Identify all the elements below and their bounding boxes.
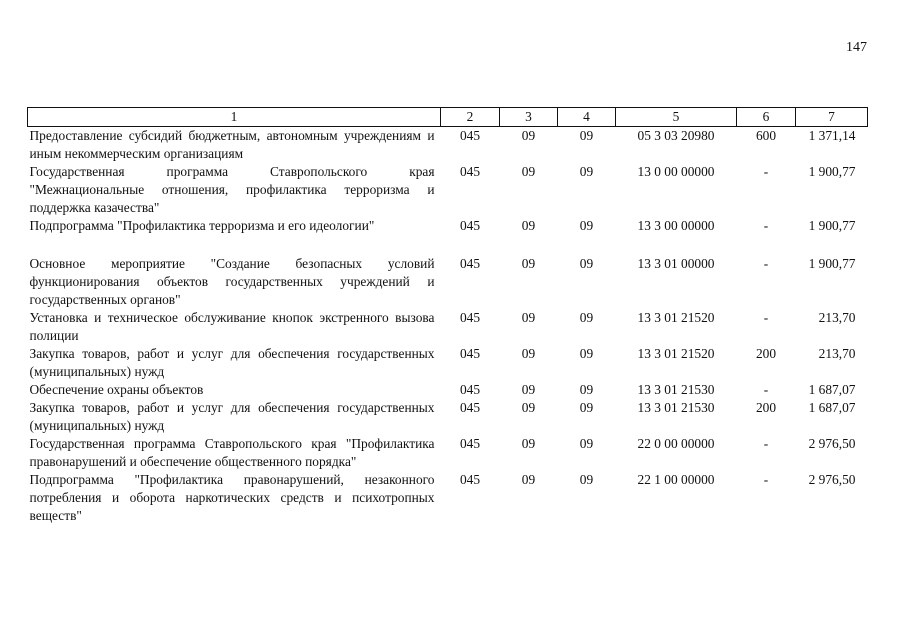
row-target-article-code: 13 3 00 00000	[637, 218, 715, 233]
row-grbs-code: 045	[459, 472, 481, 487]
row-description: Установка и техническое обслуживание кнопок экстренного вызова полиции	[29, 310, 435, 343]
row-section-code: 09	[521, 164, 536, 179]
row-subsection-code: 09	[579, 164, 594, 179]
row-grbs-code: 045	[459, 382, 481, 397]
row-amount: 1 687,07	[808, 382, 856, 397]
row-section-code: 09	[521, 472, 536, 487]
row-section-code: 09	[521, 346, 536, 361]
row-subsection-code: 09	[579, 128, 594, 143]
row-expense-type-code: -	[763, 472, 769, 487]
table-row	[28, 471, 868, 525]
row-section-code: 09	[521, 256, 536, 271]
column-header-7: 7	[796, 108, 868, 127]
row-description: Основное мероприятие "Создание безопасных условий функционирования объектов государственных учреждений и государственных органов"	[29, 256, 435, 307]
row-grbs-code: 045	[459, 400, 481, 415]
row-subsection-code: 09	[579, 310, 594, 325]
row-expense-type-code: 600	[755, 128, 777, 143]
row-amount: 1 371,14	[808, 128, 856, 143]
row-subsection-code: 09	[579, 436, 594, 451]
row-amount: 213,70	[818, 346, 856, 361]
row-subsection-code: 09	[579, 472, 594, 487]
row-target-article-code: 22 1 00 00000	[637, 472, 715, 487]
row-subsection-code: 09	[579, 346, 594, 361]
row-expense-type-code: -	[763, 164, 769, 179]
column-header-5: 5	[616, 108, 737, 127]
row-grbs-code: 045	[459, 346, 481, 361]
row-amount: 213,70	[818, 310, 856, 325]
row-amount: 1 900,77	[808, 164, 856, 179]
table-row	[28, 255, 868, 309]
row-target-article-code: 13 3 01 21530	[637, 382, 715, 397]
row-section-code: 09	[521, 436, 536, 451]
table-row	[28, 435, 868, 471]
row-target-article-code: 13 3 01 21520	[637, 310, 715, 325]
row-amount: 2 976,50	[808, 436, 856, 451]
row-grbs-code: 045	[459, 256, 481, 271]
row-subsection-code: 09	[579, 382, 594, 397]
row-amount: 1 687,07	[808, 400, 856, 415]
table-row	[28, 127, 868, 164]
row-description: Закупка товаров, работ и услуг для обеспечения государственных (муниципальных) нужд	[29, 400, 435, 433]
table-header-row	[28, 108, 868, 127]
row-section-code: 09	[521, 310, 536, 325]
row-expense-type-code: -	[763, 310, 769, 325]
table-row	[28, 345, 868, 381]
budget-table	[27, 107, 868, 525]
row-subsection-code: 09	[579, 218, 594, 233]
row-expense-type-code: -	[763, 256, 769, 271]
row-description: Подпрограмма "Профилактика правонарушений, незаконного потребления и оборота наркотических средств и психотропных веществ"	[29, 472, 435, 523]
row-target-article-code: 13 0 00 00000	[637, 164, 715, 179]
column-header-6: 6	[737, 108, 796, 127]
row-section-code: 09	[521, 218, 536, 233]
table-row	[28, 309, 868, 345]
row-expense-type-code: -	[763, 382, 769, 397]
row-description: Обеспечение охраны объектов	[29, 382, 204, 397]
row-description: Государственная программа Ставропольского края "Межнациональные отношения, профилактика терроризма и поддержка казачества"	[29, 164, 435, 215]
page-number: 147	[846, 40, 867, 55]
row-target-article-code: 13 3 01 00000	[637, 256, 715, 271]
row-expense-type-code: -	[763, 218, 769, 233]
row-amount: 1 900,77	[808, 218, 856, 233]
column-header-4: 4	[558, 108, 616, 127]
row-grbs-code: 045	[459, 436, 481, 451]
table-row	[28, 399, 868, 435]
row-grbs-code: 045	[459, 128, 481, 143]
row-target-article-code: 22 0 00 00000	[637, 436, 715, 451]
row-expense-type-code: 200	[755, 346, 777, 361]
table-row	[28, 381, 868, 399]
row-description: Закупка товаров, работ и услуг для обеспечения государственных (муниципальных) нужд	[29, 346, 435, 379]
row-section-code: 09	[521, 382, 536, 397]
table-row	[28, 163, 868, 217]
row-expense-type-code: 200	[755, 400, 777, 415]
row-target-article-code: 13 3 01 21530	[637, 400, 715, 415]
row-section-code: 09	[521, 400, 536, 415]
row-section-code: 09	[521, 128, 536, 143]
row-grbs-code: 045	[459, 164, 481, 179]
row-target-article-code: 05 3 03 20980	[637, 128, 715, 143]
row-subsection-code: 09	[579, 400, 594, 415]
column-header-1: 1	[28, 108, 441, 127]
row-grbs-code: 045	[459, 218, 481, 233]
row-subsection-code: 09	[579, 256, 594, 271]
row-description: Государственная программа Ставропольского края "Профилактика правонарушений и обеспечение общественного порядка"	[29, 436, 435, 469]
row-target-article-code: 13 3 01 21520	[637, 346, 715, 361]
row-description: Подпрограмма "Профилактика терроризма и его идеологии"	[29, 218, 375, 233]
column-header-3: 3	[500, 108, 558, 127]
table-row	[28, 217, 868, 255]
column-header-2: 2	[441, 108, 500, 127]
row-amount: 2 976,50	[808, 472, 856, 487]
row-grbs-code: 045	[459, 310, 481, 325]
row-expense-type-code: -	[763, 436, 769, 451]
row-description: Предоставление субсидий бюджетным, автономным учреждениям и иным некоммерческим организациям	[29, 128, 435, 161]
row-amount: 1 900,77	[808, 256, 856, 271]
